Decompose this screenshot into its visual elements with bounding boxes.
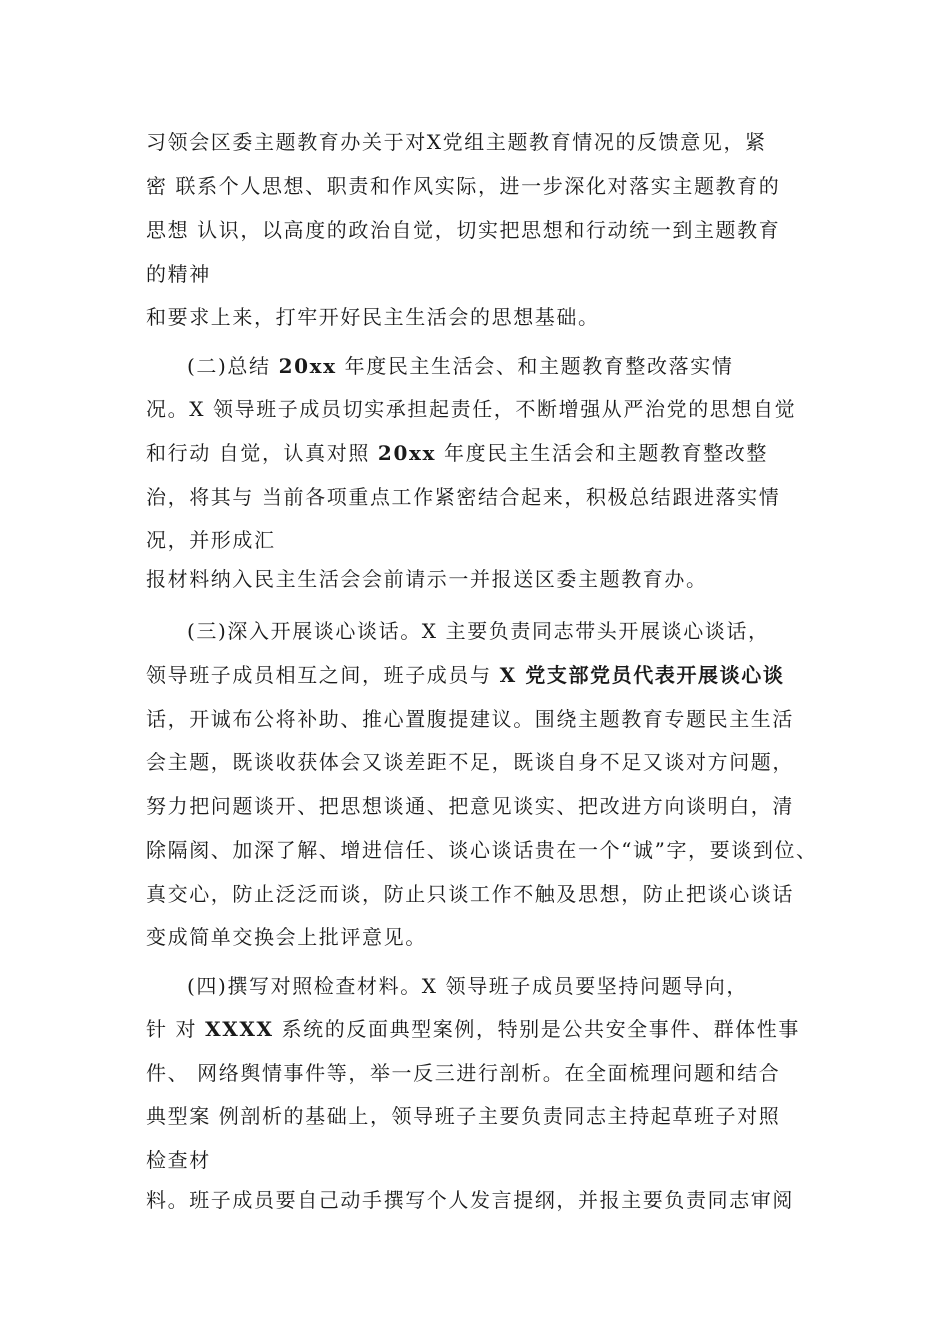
text-line: 和行动 自觉，认真对照 20xx 年度民主生活会和主题教育整改整: [146, 441, 768, 465]
text-line: 习领会区委主题教育办关于对X党组主题教育情况的反馈意见，紧: [146, 130, 767, 154]
text-line: 件、 网络舆情事件等，举一反三进行剖析。在全面梳理问题和结合: [146, 1061, 781, 1085]
text-line: 典型案 例剖析的基础上，领导班子主要负责同志主持起草班子对照: [146, 1104, 781, 1128]
text-line: 检查材: [146, 1148, 211, 1172]
section-heading-line: (四)撰写对照检查材料。X 领导班子成员要坚持问题导向，: [187, 974, 749, 998]
text-line: 报材料纳入民主生活会会前请示一并报送区委主题教育办。: [146, 567, 708, 591]
section-heading-line: (三)深入开展谈心谈话。X 主要负责同志带头开展谈心谈话，: [187, 619, 770, 643]
text-line: 况，并形成汇: [146, 528, 276, 552]
text-line: 话，开诚布公将补助、推心置腹提建议。围绕主题教育专题民主生活: [146, 707, 794, 731]
section-heading-line: (二)总结 20xx 年度民主生活会、和主题教育整改落实情: [187, 354, 734, 378]
text-line: 思想 认识，以高度的政治自觉，切实把思想和行动统一到主题教育: [146, 218, 781, 242]
text-line: 变成简单交换会上批评意见。: [146, 925, 427, 949]
text-line: 和要求上来，打牢开好民主生活会的思想基础。: [146, 305, 600, 329]
text-line: 针 对 XXXX 系统的反面典型案例，特别是公共安全事件、群体性事: [146, 1017, 800, 1041]
text-line: 的精神: [146, 262, 211, 286]
text-line: 真交心，防止泛泛而谈，防止只谈工作不触及思想，防止把谈心谈话: [146, 882, 794, 906]
text-line: 密 联系个人思想、职责和作风实际，进一步深化对落实主题教育的: [146, 174, 781, 198]
text-line: 况。X 领导班子成员切实承担起责任，不断增强从严治党的思想自觉: [146, 397, 797, 421]
text-line: 会主题，既谈收获体会又谈差距不足，既谈自身不足又谈对方问题，: [146, 750, 794, 774]
text-line: 努力把问题谈开、把思想谈通、把意见谈实、把改进方向谈明白，清: [146, 794, 794, 818]
text-line: 领导班子成员相互之间，班子成员与 X 党支部党员代表开展谈心谈: [146, 663, 785, 687]
text-line: 除隔阂、加深了解、增进信任、谈心谈话贵在一个“诚”字，要谈到位、: [146, 838, 818, 862]
text-line: 料。班子成员要自己动手撰写个人发言提纲，并报主要负责同志审阅: [146, 1188, 794, 1212]
text-line: 治，将其与 当前各项重点工作紧密结合起来，积极总结跟进落实情: [146, 485, 781, 509]
